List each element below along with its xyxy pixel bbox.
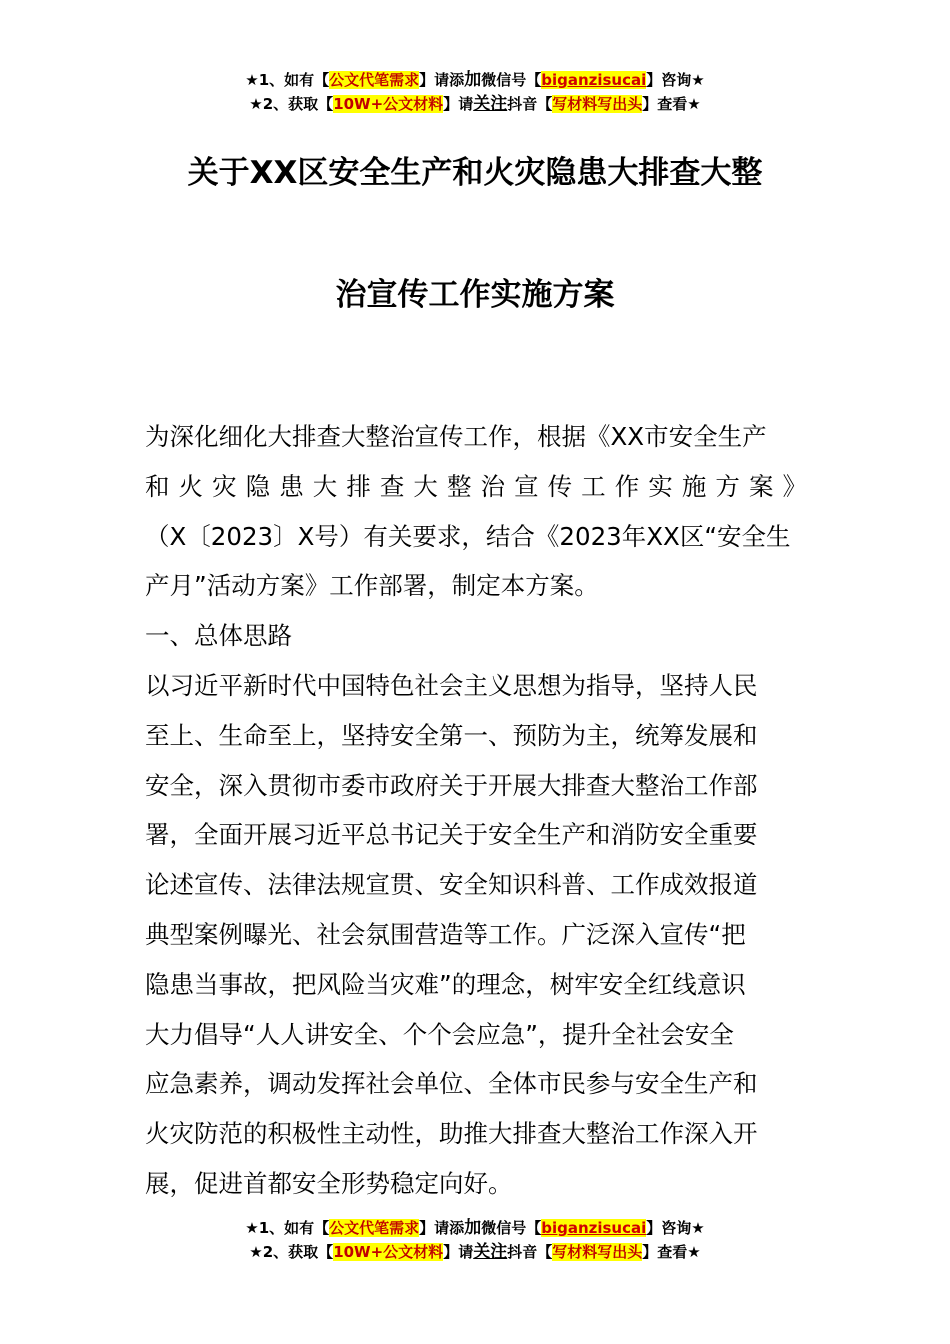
banner-text: ★2、获取【 — [249, 95, 334, 113]
banner-text-emphasis: 关注 — [473, 1242, 508, 1262]
banner-text-emphasis: 加 — [464, 70, 482, 90]
header-banner — [0, 68, 950, 116]
body-line: 至上、生命至上，坚持安全第一、预防为主，统筹发展和 — [145, 720, 758, 750]
body-line: 典型案例曝光、社会氛围营造等工作。广泛深入宣传“把 — [145, 919, 746, 949]
banner-text: 】咨询★ — [646, 71, 705, 89]
body-line: 和火灾隐患大排查大整治宣传工作实施方案》 — [145, 471, 807, 501]
body-line: 产月”活动方案》工作部署，制定本方案。 — [145, 571, 599, 601]
body-line: 以习近平新时代中国特色社会主义思想为指导，坚持人民 — [145, 670, 758, 700]
banner-text: ★2、获取【 — [249, 1243, 334, 1261]
banner-text: 微信号【 — [481, 1219, 542, 1237]
body-line: （X〔2023〕X号）有关要求，结合《2023年XX区“安全生 — [145, 521, 791, 551]
document-title-line-2: 治宣传工作实施方案 — [335, 277, 615, 313]
banner-text: 】查看★ — [642, 95, 701, 113]
body-line: 为深化细化大排查大整治宣传工作，根据《XX市安全生产 — [145, 422, 767, 451]
banner-text: 】请添 — [419, 1219, 465, 1237]
document-body — [145, 412, 807, 1209]
body-line: 安全，深入贯彻市委市政府关于开展大排查大整治工作部 — [145, 770, 758, 800]
banner-text: 】请 — [443, 95, 474, 113]
highlight-wechat-id: biganzisucai — [541, 71, 647, 89]
banner-text: 】请 — [443, 1243, 474, 1261]
banner-text: 微信号【 — [481, 71, 542, 89]
highlight-materials: 10W+公文材料 — [333, 1243, 444, 1261]
banner-line-1 — [0, 68, 950, 92]
body-line: 隐患当事故，把风险当灾难”的理念，树牢安全红线意识 — [145, 969, 746, 999]
banner-text: 】查看★ — [642, 1243, 701, 1261]
banner-text: ★1、如有【 — [245, 1219, 330, 1237]
body-line: 署，全面开展习近平总书记关于安全生产和消防安全重要 — [145, 820, 758, 850]
banner-text: 抖音【 — [507, 95, 553, 113]
banner-text: 】咨询★ — [646, 1219, 705, 1237]
body-line: 应急素养，调动发挥社会单位、全体市民参与安全生产和 — [145, 1069, 758, 1099]
banner-text-emphasis: 关注 — [473, 94, 508, 114]
banner-text: 抖音【 — [507, 1243, 553, 1261]
highlight-douyin-account: 写材料写出头 — [552, 1243, 643, 1261]
banner-line-2 — [0, 92, 950, 116]
body-line: 火灾防范的积极性主动性，助推大排查大整治工作深入开 — [145, 1119, 758, 1149]
body-line: 大力倡导“人人讲安全、个个会应急”，提升全社会安全 — [145, 1019, 734, 1049]
highlight-wechat-id: biganzisucai — [541, 1219, 647, 1237]
banner-text-emphasis: 加 — [464, 1218, 482, 1238]
body-line: 论述宣传、法律法规宣贯、安全知识科普、工作成效报道 — [145, 870, 758, 900]
section-heading: 一、总体思路 — [145, 621, 292, 651]
footer-banner — [0, 1216, 950, 1264]
banner-text: 】请添 — [419, 71, 465, 89]
banner-line-2 — [0, 1240, 950, 1264]
highlight-service: 公文代笔需求 — [329, 71, 420, 89]
highlight-service: 公文代笔需求 — [329, 1219, 420, 1237]
body-line: 展，促进首都安全形势稳定向好。 — [145, 1168, 513, 1198]
banner-line-1 — [0, 1216, 950, 1240]
highlight-douyin-account: 写材料写出头 — [552, 95, 643, 113]
highlight-materials: 10W+公文材料 — [333, 95, 444, 113]
banner-text: ★1、如有【 — [245, 71, 330, 89]
document-title-line-1: 关于XX区安全生产和火灾隐患大排查大整 — [187, 155, 763, 191]
